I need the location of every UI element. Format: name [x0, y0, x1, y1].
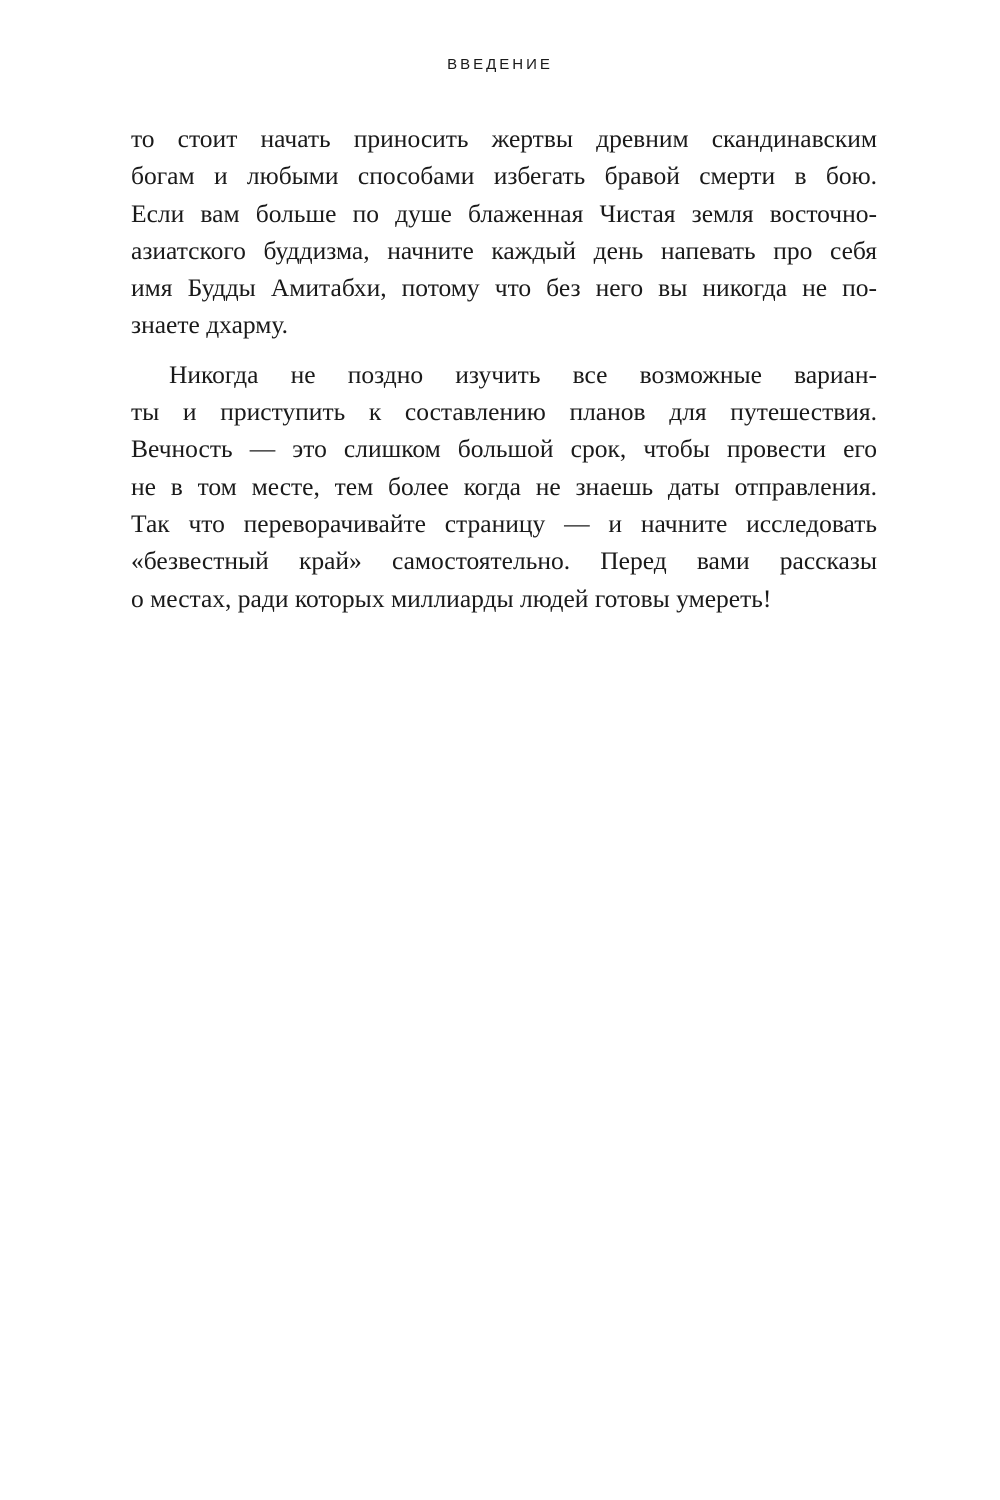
text-line: ты и приступить к составлению планов для путешествия.: [131, 397, 877, 427]
text-line: Если вам больше по душе блаженная Чистая земля восточно-: [131, 198, 877, 228]
text-line: Так что переворачивайте страницу — и начните исследовать: [131, 508, 877, 538]
text-line: Никогда не поздно изучить все возможные вариан-: [169, 359, 877, 389]
text-line: то стоит начать приносить жертвы древним скандинавским: [131, 124, 877, 153]
text-line: о местах, ради которых миллиарды людей готовы умереть!: [131, 583, 772, 613]
text-line: «безвестный край» самостоятельно. Перед вами рассказы: [131, 546, 877, 576]
paragraph-1: [131, 120, 877, 344]
text-line: Вечность — это слишком большой срок, чтобы провести его: [131, 434, 877, 464]
text-line: не в том месте, тем более когда не знаешь даты отправления.: [131, 471, 877, 501]
text-line: богам и любыми способами избегать бравой смерти в бою.: [131, 161, 877, 191]
text-line: азиатского буддизма, начните каждый день напевать про себя: [131, 235, 877, 265]
running-head: ВВЕДЕНИЕ: [447, 56, 553, 73]
text-line: имя Будды Амитабхи, потому что без него вы никогда не по-: [131, 273, 877, 303]
body-text: [131, 120, 877, 617]
paragraph-2: [131, 356, 877, 617]
text-line: знаете дхарму.: [131, 310, 288, 340]
